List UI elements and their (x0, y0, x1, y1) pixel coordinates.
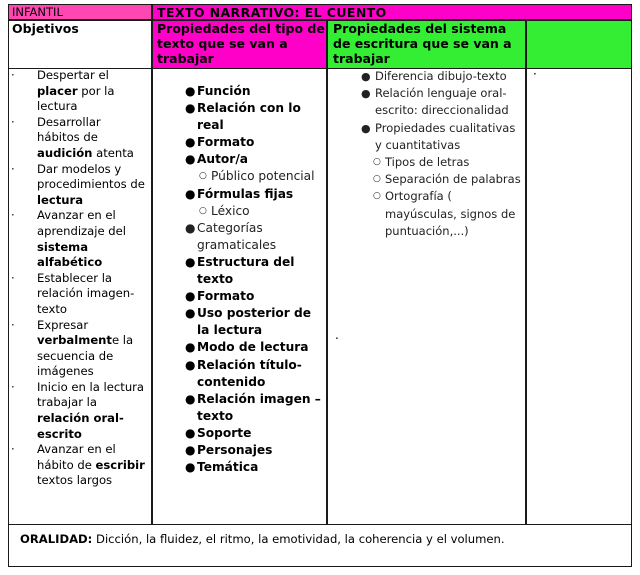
prop-escritura-sublabel: Ortografía ( mayúsculas, signos de puntuación,...) (385, 189, 516, 238)
bullet-icon: ● (185, 442, 196, 457)
objetivo-bold: placer (37, 83, 78, 98)
objetivo-pre: Desarrollar hábitos de (37, 114, 101, 145)
prop-escritura-label: Diferencia dibujo-texto (375, 69, 507, 83)
prop-texto-item (161, 425, 327, 442)
bullet-dot: · (11, 68, 15, 82)
objetivo-post: atenta (92, 145, 134, 160)
document-title: TEXTO NARRATIVO: EL CUENTO (157, 5, 387, 20)
prop-escritura-sublabel: Tipos de letras (385, 155, 470, 170)
prop-texto-label: Formato (197, 289, 255, 304)
oralidad-text: Dicción, la fluidez, el ritmo, la emotividad, la coherencia y el volumen. (92, 532, 505, 546)
prop-texto-item (161, 134, 327, 151)
bullet-icon: ● (185, 254, 196, 269)
objetivo-item (11, 442, 145, 489)
prop-texto-item (161, 83, 327, 100)
objetivo-item (11, 271, 145, 318)
border-bottom (8, 566, 632, 567)
objetivo-item (11, 208, 145, 270)
oralidad-line (20, 532, 630, 547)
objetivo-item (11, 318, 145, 380)
circle-bullet-icon: ○ (373, 157, 381, 168)
bullet-icon: ● (185, 186, 196, 201)
bullet-icon: ● (185, 391, 196, 406)
prop-texto-header: Propiedades del tipo de texto que se van a trabajar (157, 21, 325, 66)
bullet-dot: · (11, 317, 15, 332)
prop-texto-label: Soporte (197, 425, 252, 440)
prop-texto-subitem (161, 168, 327, 185)
objetivos-header: Objetivos (12, 21, 79, 36)
prop-texto-label: Relación título-contenido (197, 357, 302, 389)
objetivo-item (11, 162, 145, 209)
prop-escritura-item (329, 85, 525, 119)
prop-escritura-sublabel: Separación de palabras (385, 172, 521, 187)
objetivo-bold: verbalment (37, 333, 112, 348)
objetivos-list (11, 68, 145, 489)
bullet-icon: ● (185, 289, 196, 304)
prop-texto-item (161, 288, 327, 305)
bullet-dot: · (11, 442, 15, 457)
divider-col1 (151, 4, 153, 525)
circle-bullet-icon: ○ (199, 171, 207, 182)
circle-bullet-icon: ○ (373, 174, 381, 185)
objetivo-pre: Avanzar en el hábito de (37, 442, 116, 472)
objetivo-pre: Dar modelos y procedimientos de (37, 161, 145, 192)
border-above-oralidad (8, 524, 632, 525)
bullet-icon: ● (185, 84, 196, 98)
prop-texto-label: Fórmulas fijas (197, 186, 294, 201)
objetivo-bold: lectura (37, 192, 84, 207)
objetivo-pre: Avanzar en el aprendizaje del (37, 208, 126, 238)
bullet-icon: ● (185, 306, 196, 321)
objetivo-pre: Despertar el (37, 68, 109, 82)
objetivo-pre: Inicio en la lectura trabajar la (37, 379, 145, 410)
objetivo-pre: Expresar (37, 317, 89, 332)
bullet-icon: ● (185, 101, 196, 116)
objetivo-pre: Establecer la relación imagen-texto (37, 270, 135, 316)
prop-texto-item (161, 186, 327, 203)
prop-texto-label: Temática (197, 460, 259, 475)
prop-texto-item (161, 305, 327, 339)
prop-texto-item (161, 442, 327, 459)
bullet-icon: ● (361, 70, 371, 83)
prop-escritura-list (329, 68, 525, 240)
col4-marker: · (533, 67, 537, 81)
objetivo-bold: relación oral-escrito (37, 411, 124, 441)
bullet-icon: ● (185, 135, 196, 150)
prop-texto-item (161, 459, 327, 476)
circle-bullet-icon: ○ (199, 205, 207, 216)
objetivo-bold: sistema alfabético (37, 239, 103, 270)
border-left (8, 4, 9, 567)
bullet-icon: ● (185, 425, 196, 440)
prop-escritura-item (329, 120, 525, 154)
prop-texto-label: Categorías gramaticales (197, 220, 277, 252)
col3-marker: . (335, 328, 339, 342)
bullet-icon: ● (361, 121, 371, 135)
divider-col3 (525, 20, 527, 525)
prop-texto-item (161, 220, 327, 254)
bullet-icon: ● (185, 220, 196, 235)
bullet-icon: ● (185, 460, 196, 475)
objetivo-bold: audición (37, 145, 93, 160)
prop-texto-item (161, 254, 327, 288)
prop-escritura-subitem (329, 171, 525, 188)
prop-texto-label: Autor/a (197, 152, 248, 167)
bullet-dot: · (11, 208, 15, 223)
prop-escritura-label: Relación lenguaje oral-escrito: direccionalidad (375, 86, 509, 118)
prop-texto-label: Personajes (197, 442, 273, 457)
objetivo-post: por la lectura (37, 83, 115, 114)
circle-bullet-icon: ○ (373, 191, 381, 202)
prop-texto-sublabel: Público potencial (211, 169, 315, 184)
prop-escritura-subitem (329, 154, 525, 171)
prop-texto-subitem (161, 203, 327, 220)
objetivo-item (11, 68, 145, 115)
objetivo-post: e la secuencia de imágenes (37, 333, 134, 379)
prop-texto-label: Relación imagen –texto (197, 391, 321, 423)
prop-escritura-subitem (329, 188, 525, 240)
prop-escritura-header: Propiedades del sistema de escritura que se van a trabajar (333, 21, 512, 66)
bullet-dot: · (11, 161, 15, 176)
bullet-dot: · (11, 270, 15, 285)
border-right (631, 4, 632, 567)
objetivo-item (11, 115, 145, 162)
prop-texto-label: Formato (197, 135, 255, 150)
bullet-icon: ● (185, 357, 196, 372)
prop-texto-label: Estructura del texto (197, 254, 295, 287)
prop-texto-label: Relación con lo real (197, 101, 301, 133)
bullet-icon: ● (185, 340, 196, 355)
bullet-dot: · (11, 114, 15, 129)
prop-texto-item (161, 339, 327, 356)
objetivo-bold: escribir (95, 457, 145, 472)
prop-texto-label: Función (197, 84, 251, 98)
prop-escritura-item (329, 68, 525, 85)
objetivo-post: textos largos (37, 473, 113, 488)
prop-texto-sublabel: Léxico (211, 203, 250, 218)
prop-texto-label: Uso posterior de la lectura (197, 306, 312, 338)
prop-escritura-label: Propiedades cualitativas y cuantitativas (375, 120, 516, 152)
prop-texto-label: Modo de lectura (197, 340, 309, 355)
prop-texto-item (161, 151, 327, 168)
empty-header-cell (527, 21, 631, 69)
oralidad-label: ORALIDAD: (20, 532, 93, 546)
prop-texto-item (161, 391, 327, 425)
objetivo-item (11, 380, 145, 442)
bullet-icon: ● (185, 152, 196, 167)
prop-texto-item (161, 100, 327, 134)
prop-texto-list (161, 83, 327, 476)
infantil-label: INFANTIL (12, 5, 63, 19)
bullet-icon: ● (361, 87, 371, 101)
bullet-dot: · (11, 379, 15, 394)
prop-texto-item (161, 357, 327, 391)
